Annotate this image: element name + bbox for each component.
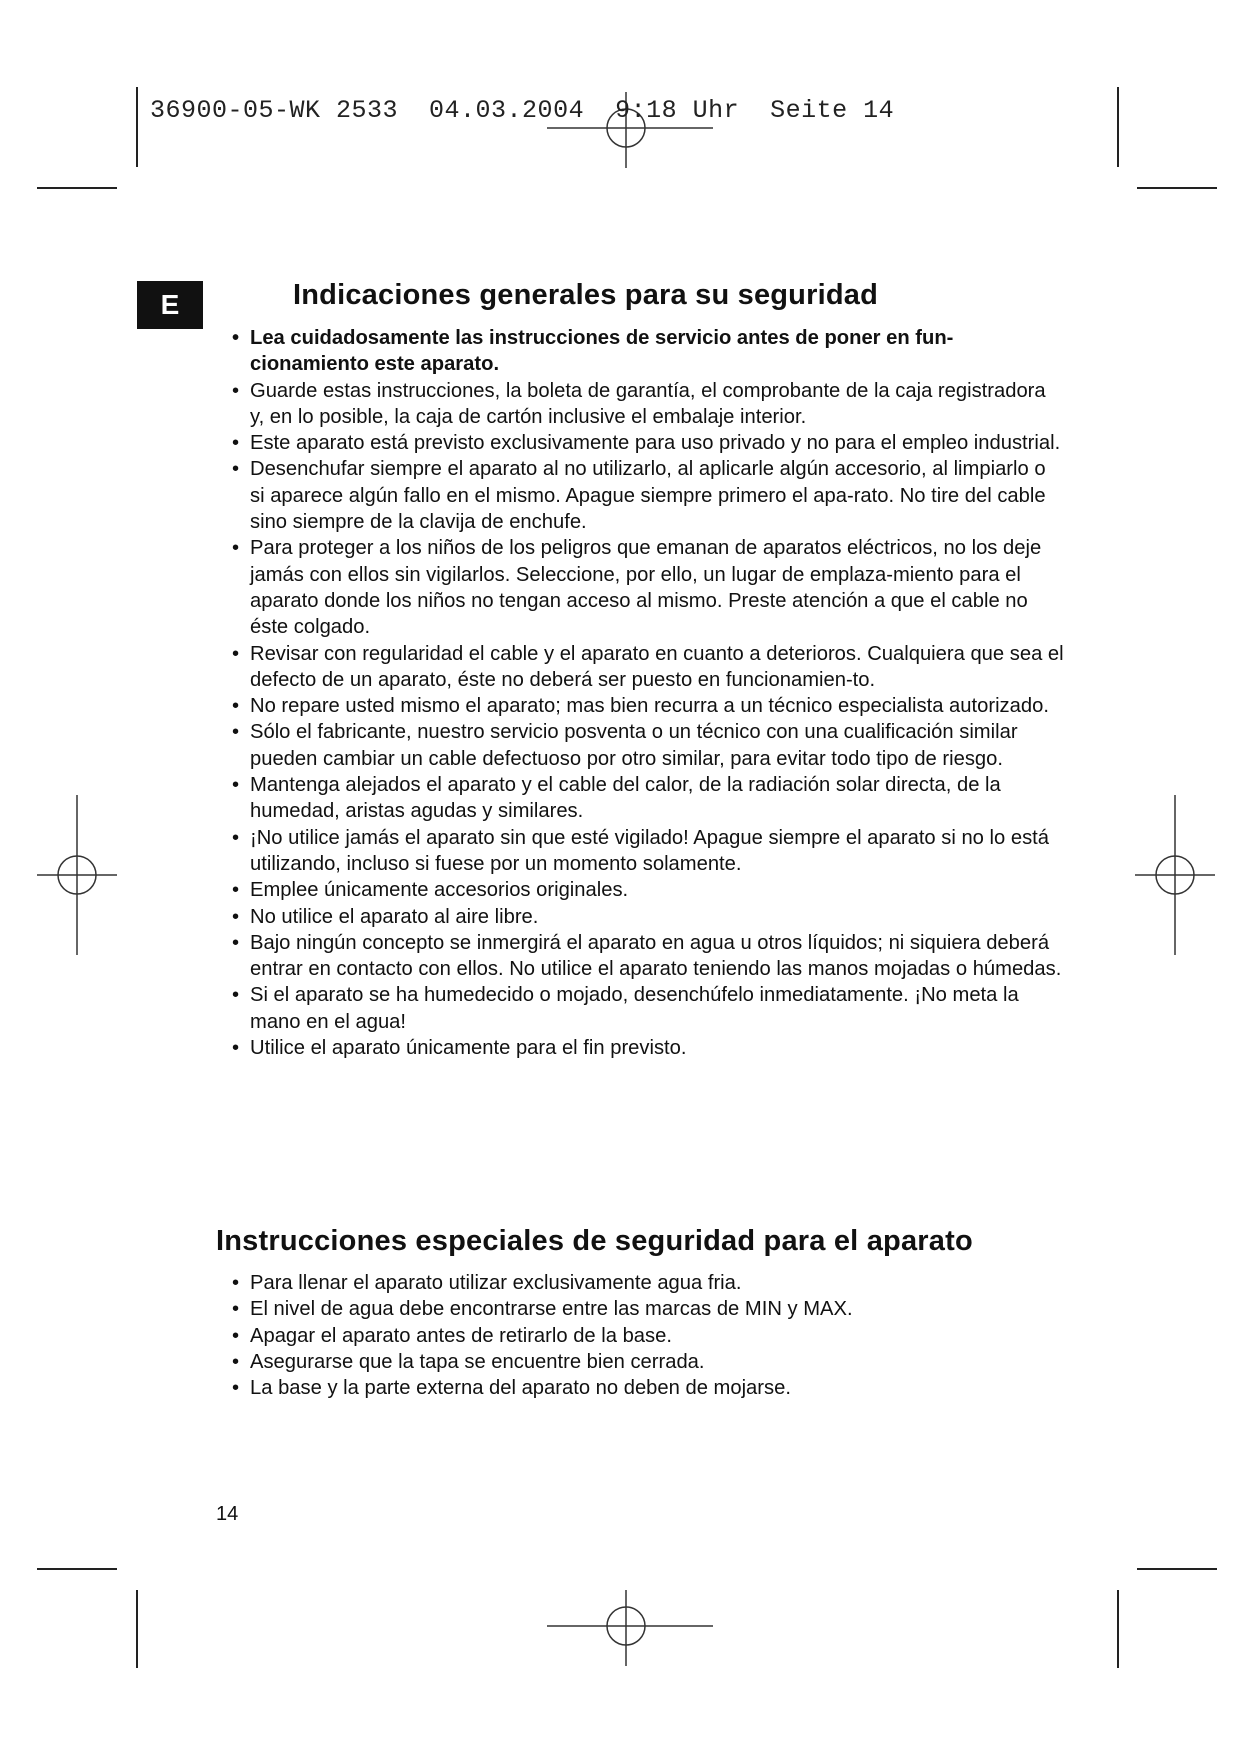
language-tab: E — [137, 281, 203, 329]
registration-mark-left-icon — [37, 795, 117, 955]
crop-mark-top-left-vertical — [136, 87, 138, 167]
list-item: • Sólo el fabricante, nuestro servicio posventa o un técnico con una cualificación similar pueden cambiar un cable defectuoso por otro similar, para evitar todo tipo de riesgo. — [214, 719, 1064, 772]
registration-mark-right-icon — [1135, 795, 1215, 955]
list-item: • Este aparato está previsto exclusivamente para uso privado y no para el empleo industrial. — [214, 430, 1064, 456]
crop-mark-bottom-right-horizontal — [1137, 1568, 1217, 1570]
list-item: • Guarde estas instrucciones, la boleta de garantía, el comprobante de la caja registradora y, en lo posible, la caja de cartón inclusive el embalaje interior. — [214, 378, 1064, 431]
list-item: • Bajo ningún concepto se inmergirá el aparato en agua u otros líquidos; ni siquiera deberá entrar en contacto con ellos. No utilice el aparato teniendo las manos mojadas o húmedas. — [214, 930, 1064, 983]
crop-mark-top-right-horizontal — [1137, 187, 1217, 189]
list-item: • Si el aparato se ha humedecido o mojado, desenchúfelo inmediatamente. ¡No meta la mano en el agua! — [214, 982, 1064, 1035]
list-item: • La base y la parte externa del aparato no deben de mojarse. — [214, 1375, 1064, 1401]
list-item: • Revisar con regularidad el cable y el aparato en cuanto a deterioros. Cualquiera que sea el defecto de un aparato, éste no deberá ser puesto en funcionamien-to. — [214, 641, 1064, 694]
list-item: • Asegurarse que la tapa se encuentre bien cerrada. — [214, 1349, 1064, 1375]
section-title-general-safety: Indicaciones generales para su seguridad — [293, 279, 878, 311]
list-item: • Utilice el aparato únicamente para el fin previsto. — [214, 1035, 1064, 1061]
print-slug-header: 36900-05-WK 2533 04.03.2004 9:18 Uhr Seite 14 — [150, 96, 895, 125]
list-item: • ¡No utilice jamás el aparato sin que esté vigilado! Apague siempre el aparato si no lo está utilizando, incluso si fuese por un momento solamente. — [214, 825, 1064, 878]
list-item: • Para llenar el aparato utilizar exclusivamente agua fria. — [214, 1270, 1064, 1296]
list-item: • Para proteger a los niños de los peligros que emanan de aparatos eléctricos, no los deje jamás con ellos sin vigilarlos. Seleccione, por ello, un lugar de emplaza-miento para el aparato donde los niños no tengan acceso al mismo. Preste atención a que el cable no éste colgado. — [214, 535, 1064, 640]
crop-mark-top-right-vertical — [1117, 87, 1119, 167]
list-item: • No repare usted mismo el aparato; mas bien recurra a un técnico especialista autorizado. — [214, 693, 1064, 719]
list-item: • El nivel de agua debe encontrarse entre las marcas de MIN y MAX. — [214, 1296, 1064, 1322]
list-item: • Mantenga alejados el aparato y el cable del calor, de la radiación solar directa, de la humedad, aristas agudas y similares. — [214, 772, 1064, 825]
crop-mark-bottom-left-vertical — [136, 1590, 138, 1668]
page-number: 14 — [216, 1503, 239, 1525]
crop-mark-bottom-left-horizontal — [37, 1568, 117, 1570]
special-safety-list — [214, 1270, 1064, 1401]
list-item: • Emplee únicamente accesorios originales. — [214, 877, 1064, 903]
list-item: • Apagar el aparato antes de retirarlo de la base. — [214, 1323, 1064, 1349]
section-title-special-safety: Instrucciones especiales de seguridad para el aparato — [216, 1225, 973, 1257]
crop-mark-top-left-horizontal — [37, 187, 117, 189]
registration-mark-bottom-icon — [547, 1590, 713, 1666]
list-item: • No utilice el aparato al aire libre. — [214, 904, 1064, 930]
general-safety-list — [214, 325, 1064, 1061]
list-item: • Desenchufar siempre el aparato al no utilizarlo, al aplicarle algún accesorio, al limpiarlo o si aparece algún fallo en el mismo. Apague siempre primero el apa-rato. No tire del cable sino siempre de la clavija de enchufe. — [214, 456, 1064, 535]
crop-mark-bottom-right-vertical — [1117, 1590, 1119, 1668]
list-item: • Lea cuidadosamente las instrucciones de servicio antes de poner en fun-cionamiento este aparato. — [214, 325, 1064, 378]
